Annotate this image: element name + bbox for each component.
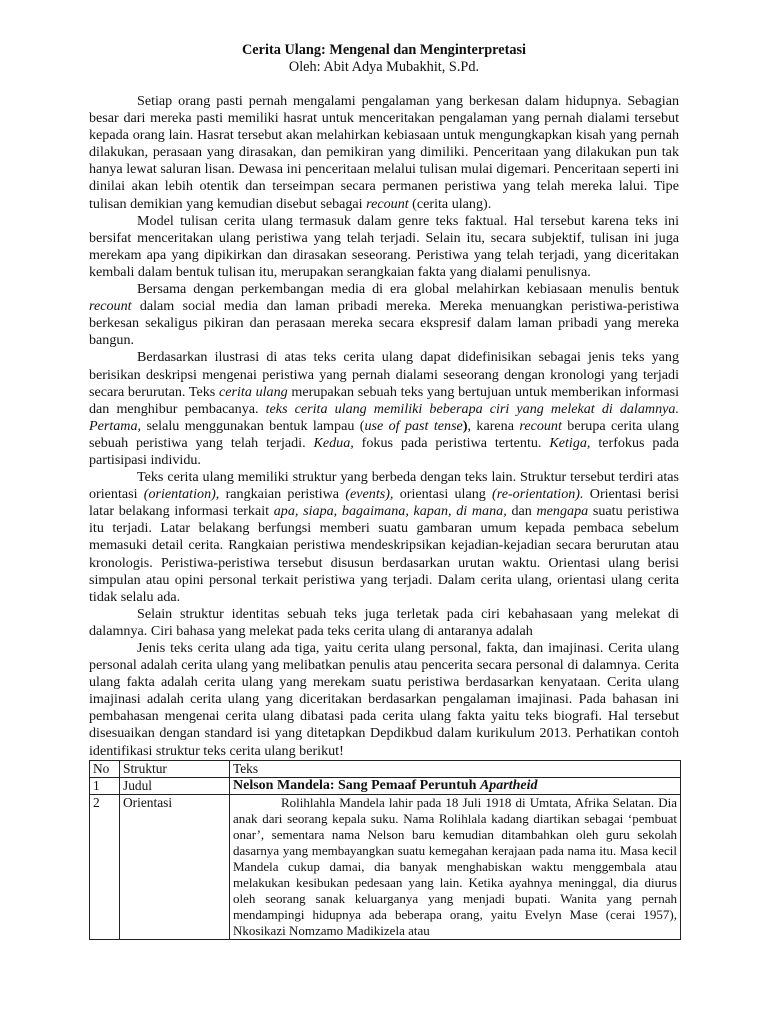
- table-header-row: [90, 760, 681, 777]
- text-span: fokus pada peristiwa tertentu.: [353, 434, 550, 451]
- text-span: Nelson Mandela: Sang Pemaaf Peruntuh: [233, 777, 480, 793]
- italic-span: use of past tense: [364, 417, 463, 434]
- header-no: No: [90, 760, 120, 777]
- bold-span: ): [462, 417, 468, 434]
- italic-span: recount: [89, 298, 132, 315]
- spacer: [89, 76, 679, 93]
- text-span: , karena: [467, 417, 520, 434]
- cell-struktur: Orientasi: [120, 794, 230, 939]
- text-span: (cerita ulang).: [408, 195, 492, 212]
- text-span: orientasi ulang: [393, 486, 493, 503]
- text-span: Berdasarkan ilustrasi di atas teks cerita ulang dapat didefinisikan sebagai jenis teks yang berisikan deskripsi mengenai peristiwa yang pernah dialami seseorang dengan kronologi yang terjadi secara berurutan. Teks: [89, 349, 679, 400]
- italic-span: Apartheid: [479, 777, 538, 793]
- cell-no: 2: [90, 794, 120, 939]
- italic-span: (events),: [345, 486, 394, 503]
- cell-no: 1: [90, 777, 120, 794]
- table-row: [90, 794, 681, 939]
- cell-teks: [230, 777, 681, 794]
- table-row: [90, 777, 681, 794]
- structure-table: [89, 760, 681, 940]
- cell-struktur: Judul: [120, 777, 230, 794]
- paragraph: [89, 606, 679, 640]
- body-text: [89, 93, 679, 760]
- paragraph: [89, 640, 679, 760]
- text-span: dalam social media dan laman pribadi mereka. Mereka menuangkan peristiwa-peristiwa berkesan sekaligus pikiran dan perasaan mereka secara ekspresif dalam laman pribadi yang mereka bangun.: [89, 298, 679, 349]
- italic-span: recount: [519, 417, 562, 434]
- text-span: selalu menggunakan bentuk lampau (: [141, 417, 365, 434]
- text-span: suatu peristiwa itu terjadi. Latar belakang berfungsi memberi suatu gambaran umum kepada pembaca sebelum memasuki detail cerita. Rangkaian peristiwa mendeskripsikan kejadian-kejadian secara berurutan atau kronologis. Peristiwa-peristiwa tersebut disusun berdasarkan urutan waktu. Orientasi ulang berisi simpulan atau opini personal terkait peristiwa yang terjadi. Dalam cerita ulang, orientasi ulang cerita tidak selalu ada.: [89, 503, 679, 605]
- italic-span: teks cerita ulang memiliki beberapa ciri yang melekat di dalamnya. Pertama,: [89, 400, 679, 434]
- italic-span: (orientation),: [143, 486, 220, 503]
- document-title: Cerita Ulang: Mengenal dan Menginterpretasi: [241, 42, 527, 58]
- paragraph: [89, 469, 679, 606]
- cell-title-text: [233, 778, 677, 794]
- header-struktur: Struktur: [120, 760, 230, 777]
- italic-span: recount: [366, 195, 409, 212]
- italic-span: cerita ulang: [219, 383, 288, 400]
- paragraph: [89, 93, 679, 213]
- text-span: Setiap orang pasti pernah mengalami pengalaman yang berkesan dalam hidupnya. Sebagian besar dari mereka pasti memiliki hasrat untuk menceritakan pengalaman yang pernah dialami tersebut kepada orang lain. Hasrat tersebut akan melahirkan kebiasaan untuk mengungkapkan kisah yang pernah dilakukan, perasaan yang dirasakan, dan pemikiran yang dimiliki. Penceritaan yang dilakukan pun tak hanya lewat saluran lisan. Dewasa ini penceritaan melalui tulisan mulai digemari. Penceritaan seperti ini dinilai akan lebih otentik dan terseimpan secara permanen peristiwa yang telah mereka lalui. Tipe tulisan demikian yang kemudian disebut sebagai: [89, 93, 679, 212]
- document-author: Oleh: Abit Adya Mubakhit, S.Pd.: [288, 59, 480, 75]
- italic-span: (re-orientation).: [492, 486, 584, 503]
- text-span: Orientasi berisi latar belakang informasi terkait: [89, 486, 679, 520]
- paragraph: [89, 213, 679, 281]
- text-span: Selain struktur identitas sebuah teks juga terletak pada ciri kebahasaan yang melekat di dalamnya. Ciri bahasa yang melekat pada teks cerita ulang di antaranya adalah: [89, 605, 679, 639]
- paragraph: [89, 281, 679, 349]
- text-span: Bersama dengan perkembangan media di era global melahirkan kebiasaan menulis bentuk: [137, 281, 679, 298]
- cell-teks: [230, 794, 681, 939]
- italic-span: mengapa: [536, 503, 589, 520]
- text-span: rangkaian peristiwa: [219, 486, 346, 503]
- text-span: dan: [506, 503, 537, 520]
- text-span: Teks cerita ulang memiliki struktur yang berbeda dengan teks lain. Struktur tersebut terdiri atas orientasi: [89, 469, 679, 503]
- cell-body-text: [233, 795, 677, 939]
- text-span: berupa cerita ulang sebuah peristiwa yang telah terjadi.: [89, 417, 679, 451]
- document-header: [89, 42, 679, 76]
- text-span: Model tulisan cerita ulang termasuk dalam genre teks faktual. Hal tersebut karena teks ini bersifat menceritakan ulang peristiwa yang telah terjadi. Selain itu, secara subjektif, tulisan ini juga merekam apa yang dipikirkan dan dirasakan seseorang. Peristiwa yang telah terjadi, yang diceritakan kembali dalam bentuk tulisan itu, merupakan serangkaian fakta yang dialami penulisnya.: [89, 212, 679, 280]
- italic-span: apa, siapa, bagaimana, kapan, di mana,: [273, 503, 507, 520]
- text-span: Jenis teks cerita ulang ada tiga, yaitu cerita ulang personal, fakta, dan imajinasi. Cerita ulang personal adalah cerita ulang yang melibatkan penulis atau pencerita secara personal di dalamnya. Cerita ulang fakta adalah cerita ulang yang merekam suatu peristiwa berdasarkan kenyataan. Cerita ulang imajinasi adalah cerita ulang yang diceritakan berdasarkan pengalaman imajinasi. Pada bahasan ini pembahasan mengenai cerita ulang dibatasi pada cerita ulang fakta yaitu teks biografi. Hal tersebut disesuaikan dengan standard isi yang ditetapkan Depdikbud dalam kurikulum 2013. Perhatikan contoh identifikasi struktur teks cerita ulang berikut!: [89, 640, 679, 759]
- text-span: terfokus pada partisipasi individu.: [89, 434, 679, 468]
- text-span: Rolihlahla Mandela lahir pada 18 Juli 1918 di Umtata, Afrika Selatan. Dia anak dari seorang kepala suku. Nama Rolihlala kadang diartikan sebagai ‘pembuat onar’, sementara nama Nelson baru kemudian ditambahkan oleh guru sekolah dasarnya yang membayangkan suatu kemegahan kerajaan pada nama itu. Masa kecil Mandela cukup damai, dia banyak menghabiskan waktu menggembala atau melakukan kesibukan pedesaan yang lain. Ketika ayahnya meninggal, dia diurus oleh seorang sanak keluarganya yang menjadi bupati. Wanita yang pernah mendampingi hidupnya ada beberapa orang, yaitu Evelyn Mase (cerai 1957), Nkosikazi Nomzamo Madikizela atau: [233, 794, 677, 938]
- italic-span: Ketiga,: [549, 434, 591, 451]
- header-teks: Teks: [230, 760, 681, 777]
- text-span: merupakan sebuah teks yang bertujuan untuk memberikan informasi dan menghibur pembacanya.: [89, 383, 679, 417]
- paragraph: [89, 349, 679, 469]
- italic-span: Kedua,: [313, 434, 354, 451]
